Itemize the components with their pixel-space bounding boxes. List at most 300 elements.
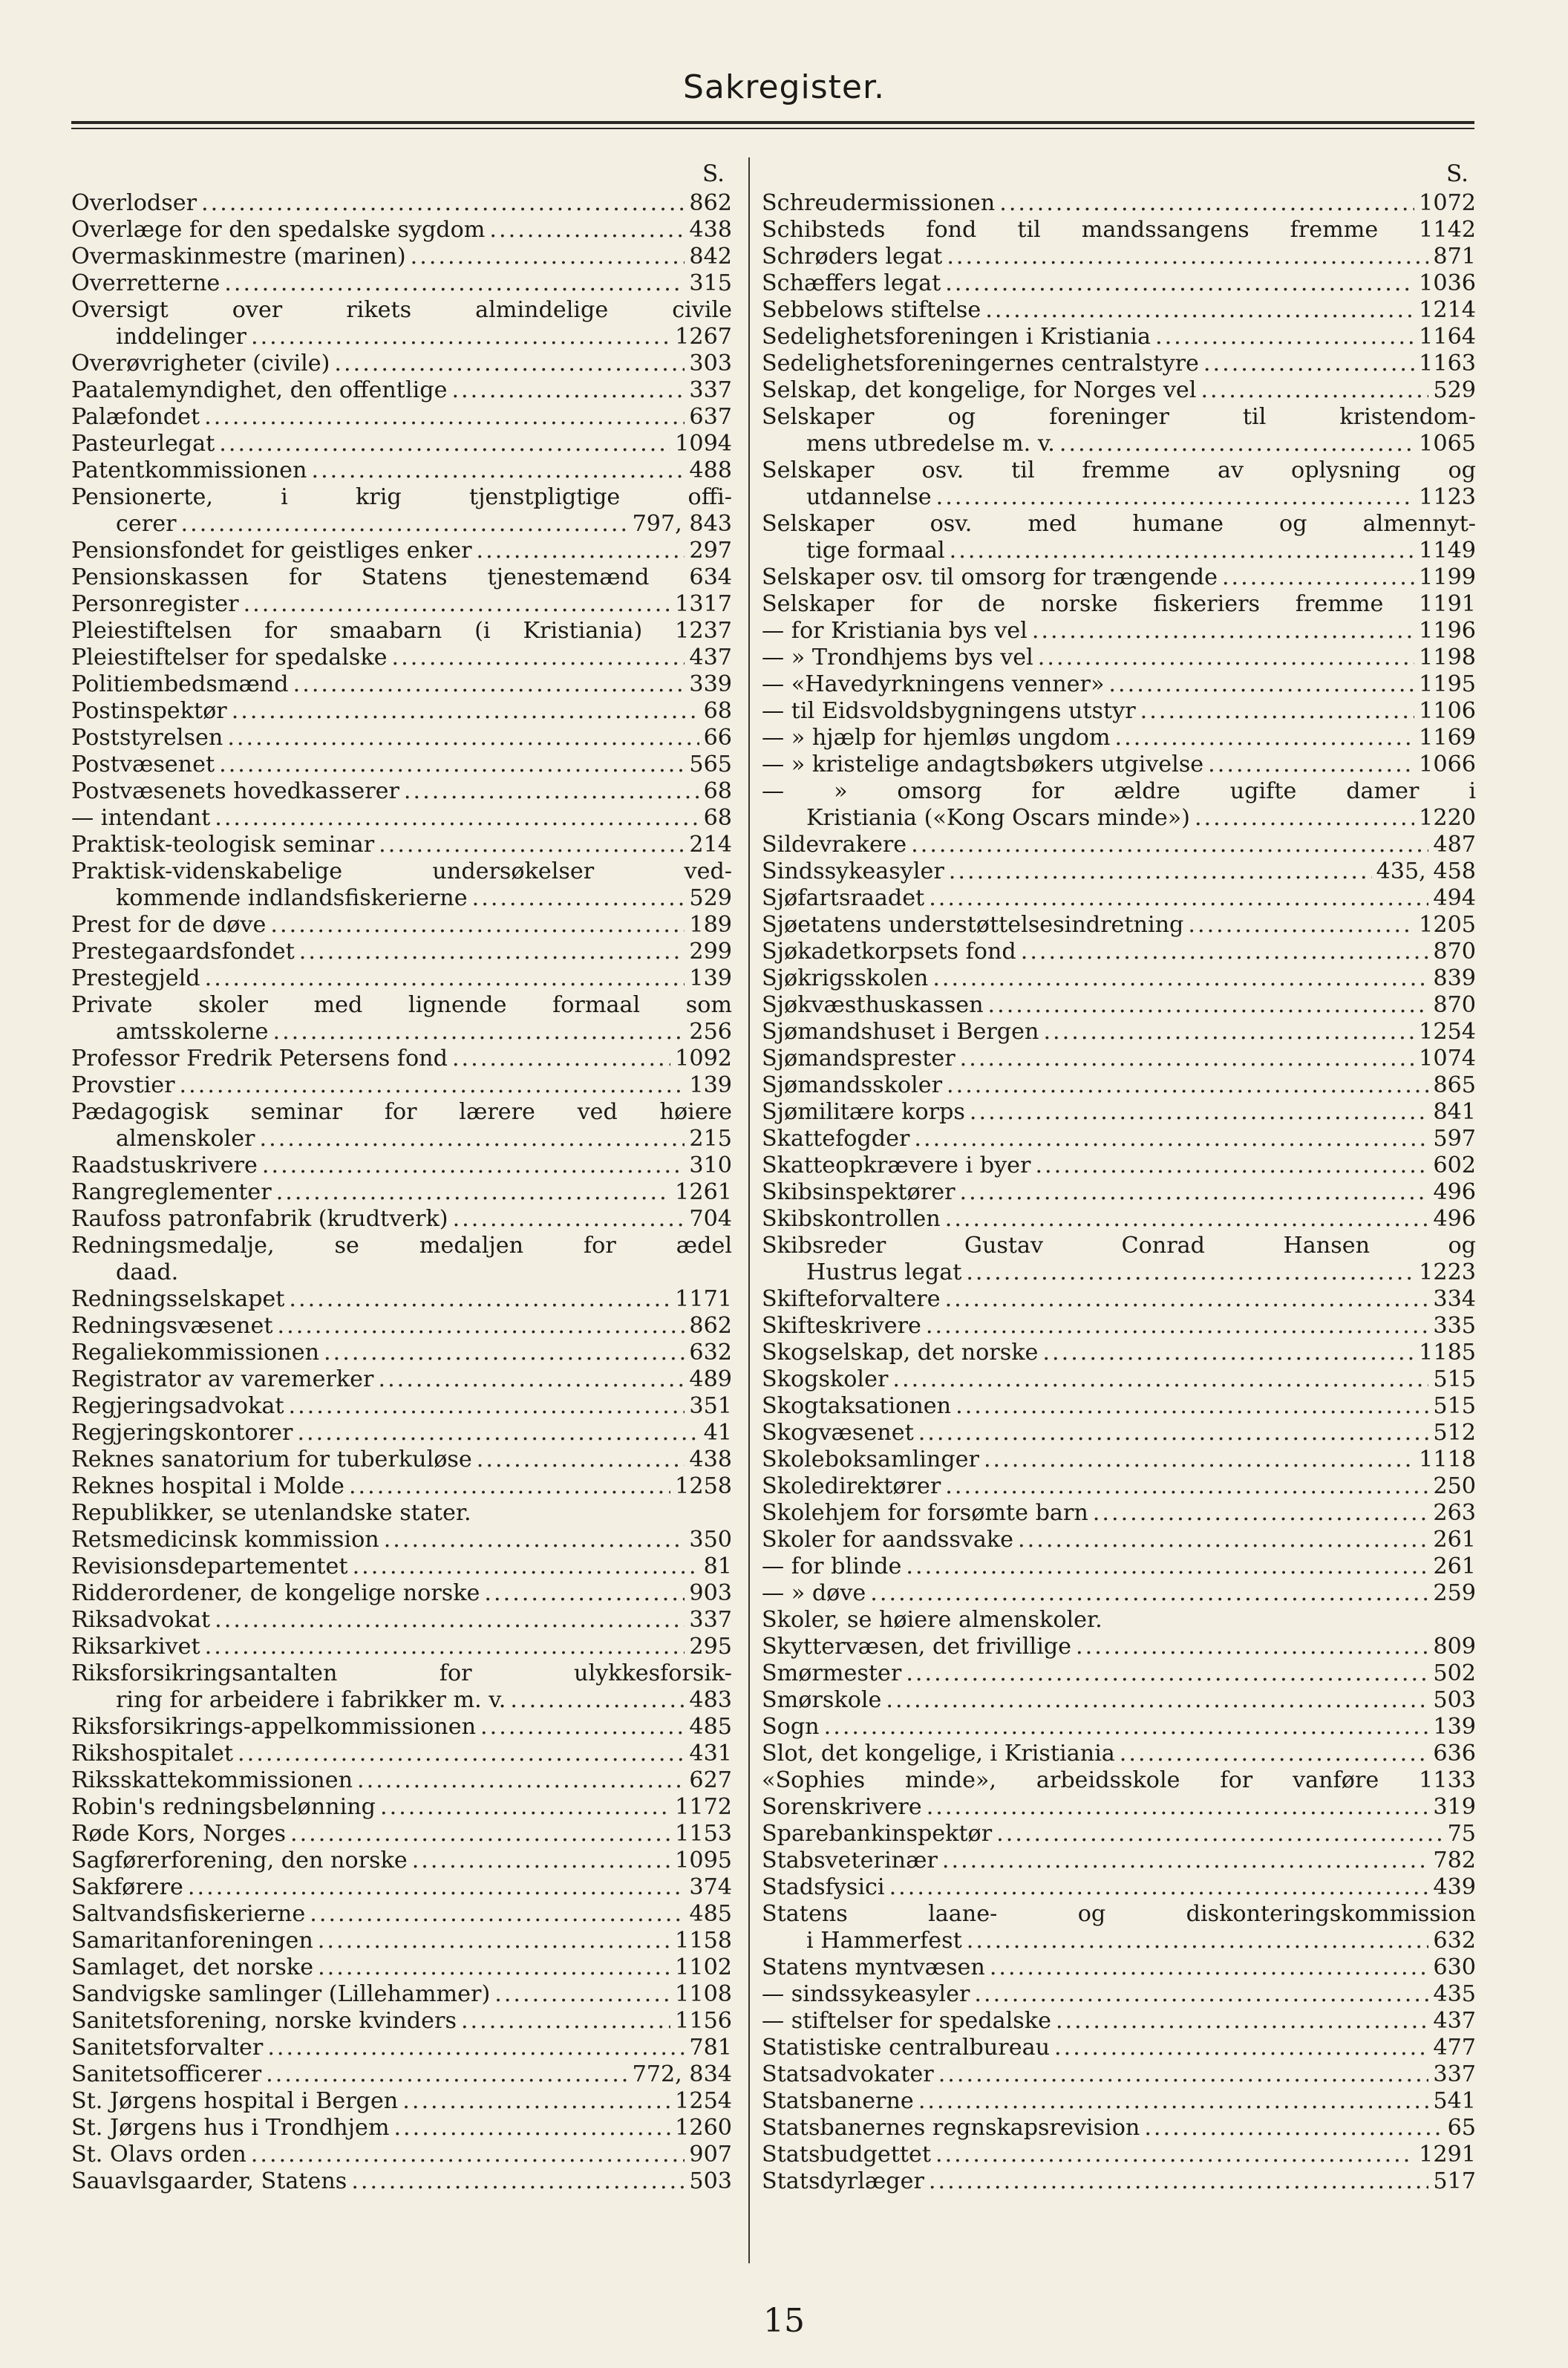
entry-page-ref: 1223 <box>1419 1259 1476 1285</box>
index-entry <box>71 965 732 992</box>
entry-page-ref: 797, 843 <box>632 511 732 537</box>
index-entry <box>762 244 1476 270</box>
entry-page-ref: 68 <box>703 698 732 724</box>
index-entry <box>762 671 1476 698</box>
entry-page-ref: 1254 <box>1419 1019 1476 1045</box>
index-entry <box>71 1473 732 1500</box>
index-entry <box>762 564 1476 591</box>
entry-text: Statsdyrlæger <box>762 2168 924 2194</box>
dot-leader <box>270 912 685 939</box>
entry-page-ref: 1095 <box>675 1847 732 1873</box>
entry-text: Sebbelows stiftelse <box>762 297 981 323</box>
dot-leader <box>1032 618 1414 645</box>
index-entry <box>71 1687 732 1714</box>
entry-page-ref: 1106 <box>1419 698 1476 724</box>
entry-text: Sjøetatens understøttelsesindretning <box>762 912 1184 938</box>
entry-text: Sagførerforening, den norske <box>71 1847 408 1873</box>
entry-page-ref: 541 <box>1433 2088 1476 2114</box>
entry-text: inddelinger <box>116 324 246 350</box>
entry-page-ref: 261 <box>1433 1553 1476 1579</box>
index-entry <box>762 1179 1476 1206</box>
entry-text: Overlæge for den spedalske sygdom <box>71 217 486 243</box>
index-entry <box>762 1714 1476 1741</box>
entry-text: Registrator av varemerker <box>71 1366 374 1392</box>
index-entry <box>762 1099 1476 1126</box>
entry-page-ref: 627 <box>689 1767 732 1793</box>
entry-text: Overlodser <box>71 190 197 216</box>
entry-page-ref: 494 <box>1433 885 1476 911</box>
index-entry <box>762 1847 1476 1874</box>
entry-text: Sedelighetsforeningen i Kristiania <box>762 324 1151 350</box>
entry-page-ref: 496 <box>1433 1206 1476 1232</box>
entry-text: Sauavlsgaarder, Statens <box>71 2168 347 2194</box>
dot-leader <box>1054 2035 1428 2061</box>
index-entry <box>71 270 732 297</box>
index-entry <box>71 1821 732 1847</box>
entry-page-ref: 1164 <box>1419 324 1476 350</box>
entry-text: tige formaal <box>806 538 945 564</box>
dot-leader <box>1208 751 1414 778</box>
entry-text: Revisionsdepartementet <box>71 1553 348 1579</box>
index-entry <box>762 885 1476 912</box>
dot-leader <box>886 1687 1428 1714</box>
index-entry <box>71 725 732 751</box>
entry-page-ref: 337 <box>689 1607 732 1633</box>
entry-page-ref: 632 <box>689 1340 732 1366</box>
entry-text: Kristiania («Kong Oscars minde») <box>806 805 1190 831</box>
entry-page-ref: 431 <box>689 1741 732 1767</box>
entry-page-ref: 339 <box>689 671 732 697</box>
entry-text: Redningsselskapet <box>71 1286 285 1312</box>
entry-page-ref: 215 <box>689 1126 732 1152</box>
entry-text: Skibsinspektører <box>762 1179 956 1205</box>
index-entry: Pensionerte, i krig tjenstpligtige offi- <box>71 484 732 510</box>
index-entry <box>71 377 732 404</box>
index-entry: Pensionskassen for Statens tjenestemænd 634 <box>71 564 732 590</box>
entry-text: Pensionsfondet for geistliges enker <box>71 538 472 564</box>
entry-text: St. Jørgens hus i Trondhjem <box>71 2115 390 2141</box>
dot-leader <box>238 1741 685 1767</box>
index-entry <box>71 1741 732 1767</box>
index-entry <box>762 992 1476 1019</box>
entry-page-ref: 337 <box>1433 2061 1476 2087</box>
dot-leader <box>1059 431 1414 457</box>
index-entry <box>71 832 732 858</box>
dot-leader <box>988 992 1429 1019</box>
index-entry <box>71 2061 732 2088</box>
dot-leader <box>334 350 685 377</box>
entry-text: Sjømandsskoler <box>762 1072 943 1098</box>
entry-text: — » Trondhjems bys vel <box>762 645 1033 671</box>
entry-text: Samaritanforeningen <box>71 1928 313 1954</box>
index-entry <box>71 1607 732 1634</box>
index-entry <box>71 1580 732 1607</box>
entry-page-ref: 250 <box>1433 1473 1476 1499</box>
entry-text: Skoler for aandssvake <box>762 1527 1014 1553</box>
dot-leader <box>1035 1152 1428 1179</box>
index-entry <box>762 1313 1476 1340</box>
entry-page-ref: 1169 <box>1419 725 1476 751</box>
index-entry <box>71 1446 732 1473</box>
entry-page-ref: 438 <box>689 1446 732 1472</box>
dot-leader <box>1043 1019 1414 1046</box>
entry-text: Overøvrigheter (civile) <box>71 350 330 376</box>
entry-page-ref: 1261 <box>675 1179 732 1205</box>
dot-leader <box>204 404 685 431</box>
index-entry: Skoler, se høiere almenskoler. <box>762 1607 1102 1633</box>
index-entry <box>762 1393 1476 1420</box>
index-entry <box>762 324 1476 350</box>
entry-page-ref: 1291 <box>1419 2142 1476 2168</box>
dot-leader <box>1076 1634 1428 1660</box>
entry-page-ref: 515 <box>1433 1393 1476 1419</box>
entry-page-ref: 1195 <box>1419 671 1476 697</box>
dot-leader <box>267 2035 685 2061</box>
index-entry: Selskaper osv. til fremme av oplysning og <box>762 457 1476 483</box>
entry-text: Prestegaardsfondet <box>71 939 295 965</box>
dot-leader <box>929 885 1428 912</box>
dot-leader <box>985 297 1414 324</box>
index-entry <box>71 805 732 832</box>
entry-page-ref: 489 <box>689 1366 732 1392</box>
entry-page-ref: 809 <box>1433 1634 1476 1660</box>
index-entry <box>762 1259 1476 1286</box>
entry-page-ref: 1254 <box>675 2088 732 2114</box>
entry-page-ref: 214 <box>689 832 732 858</box>
dot-leader <box>918 1420 1429 1446</box>
entry-text: Slot, det kongelige, i Kristiania <box>762 1741 1115 1767</box>
entry-page-ref: 841 <box>1433 1099 1476 1125</box>
column-page-header: S. <box>702 160 725 187</box>
entry-page-ref: 259 <box>1433 1580 1476 1606</box>
dot-leader <box>411 244 685 270</box>
entry-text: utdannelse <box>806 484 932 510</box>
index-entry <box>762 2061 1476 2088</box>
dot-leader <box>947 1072 1428 1099</box>
index-entry <box>71 751 732 778</box>
entry-text: Riksskattekommissionen <box>71 1767 353 1793</box>
dot-leader <box>472 885 685 912</box>
dot-leader <box>349 1473 670 1500</box>
dot-leader <box>1120 1741 1429 1767</box>
index-entry <box>762 1152 1476 1179</box>
index-entry <box>71 2115 732 2142</box>
entry-text: Skogskoler <box>762 1366 889 1392</box>
index-entry <box>762 1019 1476 1046</box>
entry-text: Provstier <box>71 1072 175 1098</box>
entry-page-ref: 435, 458 <box>1376 858 1476 884</box>
entry-text: Skogselskap, det norske <box>762 1340 1039 1366</box>
index-entry: Pædagogisk seminar for lærere ved høiere <box>71 1099 732 1125</box>
entry-text: Sjøkrigsskolen <box>762 965 929 991</box>
entry-page-ref: 772, 834 <box>632 2061 732 2087</box>
dot-leader <box>351 2168 685 2195</box>
entry-page-ref: 1163 <box>1419 350 1476 376</box>
index-entry <box>762 1928 1476 1954</box>
index-entry <box>762 1340 1476 1366</box>
dot-leader <box>914 1126 1428 1152</box>
entry-text: Selskaper osv. til omsorg for trængende <box>762 564 1218 590</box>
entry-page-ref: 263 <box>1433 1500 1476 1526</box>
dot-leader <box>461 2008 670 2035</box>
dot-leader <box>290 1821 670 1847</box>
entry-page-ref: 903 <box>689 1580 732 1606</box>
index-entry <box>762 1500 1476 1527</box>
dot-leader <box>311 457 685 484</box>
index-entry <box>71 324 732 350</box>
dot-leader <box>288 1393 685 1420</box>
entry-text: — til Eidsvoldsbygningens utstyr <box>762 698 1136 724</box>
index-entry <box>71 404 732 431</box>
entry-text: Sjøkadetkorpsets fond <box>762 939 1016 965</box>
entry-text: — sindssykeasyler <box>762 1981 970 2007</box>
entry-text: Prest for de døve <box>71 912 267 938</box>
dot-leader <box>297 1420 699 1446</box>
entry-page-ref: 68 <box>703 778 732 804</box>
entry-text: Regjeringsadvokat <box>71 1393 284 1419</box>
index-entry <box>71 1553 732 1580</box>
index-entry <box>71 1179 732 1206</box>
index-entry <box>762 2008 1476 2035</box>
entry-text: — intendant <box>71 805 211 831</box>
entry-text: Robin's redningsbelønning <box>71 1794 376 1820</box>
entry-page-ref: 1260 <box>675 2115 732 2141</box>
index-entry: Riksforsikringsantalten for ulykkesforsik- <box>71 1660 732 1686</box>
entry-page-ref: 438 <box>689 217 732 243</box>
dot-leader <box>480 1714 685 1741</box>
dot-leader <box>945 270 1414 297</box>
index-entry <box>71 217 732 244</box>
entry-page-ref: 1123 <box>1419 484 1476 510</box>
entry-page-ref: 81 <box>703 1553 732 1579</box>
entry-page-ref: 256 <box>689 1019 732 1045</box>
entry-text: Regjeringskontorer <box>71 1420 293 1446</box>
index-entry <box>71 190 732 217</box>
entry-text: Riksforsikrings-appelkommissionen <box>71 1714 477 1740</box>
index-entry: Selskaper osv. med humane og almennyt- <box>762 511 1476 537</box>
index-entry <box>71 1527 732 1553</box>
entry-page-ref: 374 <box>689 1874 732 1900</box>
entry-text: Skibskontrollen <box>762 1206 941 1232</box>
entry-text: Sogn <box>762 1714 820 1740</box>
dot-leader <box>384 1527 685 1553</box>
entry-page-ref: 871 <box>1433 244 1476 270</box>
index-entry <box>762 190 1476 217</box>
index-entry <box>71 1019 732 1046</box>
index-entry <box>762 698 1476 725</box>
entry-text: Regaliekommissionen <box>71 1340 320 1366</box>
index-column-right <box>762 157 1476 2195</box>
index-entry <box>762 1206 1476 1233</box>
entry-page-ref: 502 <box>1433 1660 1476 1686</box>
entry-page-ref: 632 <box>1433 1928 1476 1954</box>
entry-text: Riksarkivet <box>71 1634 200 1660</box>
entry-page-ref: 437 <box>1433 2008 1476 2034</box>
entry-page-ref: 865 <box>1433 1072 1476 1098</box>
index-entry: Praktisk-videnskabelige undersøkelser ved- <box>71 858 732 884</box>
entry-page-ref: 630 <box>1433 1954 1476 1980</box>
index-entry <box>762 939 1476 965</box>
entry-text: — stiftelser for spedalske <box>762 2008 1051 2034</box>
entry-page-ref: 41 <box>703 1420 732 1446</box>
dot-leader <box>974 1981 1428 2008</box>
dot-leader <box>324 1340 685 1366</box>
entry-page-ref: 66 <box>703 725 732 751</box>
index-entry <box>71 912 732 939</box>
dot-leader <box>489 217 685 244</box>
entry-page-ref: 870 <box>1433 992 1476 1018</box>
dot-leader <box>1042 1340 1414 1366</box>
entry-page-ref: 870 <box>1433 939 1476 965</box>
entry-text: Sparebankinspektør <box>762 1821 993 1847</box>
entry-text: Skogtaksationen <box>762 1393 952 1419</box>
dot-leader <box>935 2142 1414 2168</box>
entry-page-ref: 487 <box>1433 832 1476 858</box>
index-entry <box>762 1046 1476 1072</box>
entry-page-ref: 517 <box>1433 2168 1476 2194</box>
index-entry <box>71 1714 732 1741</box>
dot-leader <box>949 858 1372 885</box>
entry-text: Sorenskrivere <box>762 1794 922 1820</box>
index-entry <box>71 1928 732 1954</box>
dot-leader <box>927 1794 1429 1821</box>
entry-text: Paatalemyndighet, den offentlige <box>71 377 448 403</box>
dot-leader <box>996 1821 1443 1847</box>
dot-leader <box>906 1553 1428 1580</box>
entry-text: Sanitetsofficerer <box>71 2061 262 2087</box>
index-entry <box>762 965 1476 992</box>
index-entry <box>762 1366 1476 1393</box>
dot-leader <box>289 1286 670 1313</box>
entry-page-ref: 529 <box>689 885 732 911</box>
entry-page-ref: 299 <box>689 939 732 965</box>
entry-page-ref: 1220 <box>1419 805 1476 831</box>
entry-page-ref: 350 <box>689 1527 732 1553</box>
entry-page-ref: 261 <box>1433 1527 1476 1553</box>
index-entry <box>71 1152 732 1179</box>
index-entry: Selskaper og foreninger til kristendom- <box>762 404 1476 430</box>
entry-page-ref: 315 <box>689 270 732 296</box>
dot-leader <box>990 1954 1429 1981</box>
index-entry <box>71 1954 732 1981</box>
index-entry <box>71 431 732 457</box>
dot-leader <box>353 1553 699 1580</box>
index-entry <box>71 244 732 270</box>
entry-page-ref: 1171 <box>675 1286 732 1312</box>
entry-page-ref: 439 <box>1433 1874 1476 1900</box>
index-entry <box>762 1580 1476 1607</box>
index-entry <box>71 1874 732 1901</box>
entry-text: Sakførere <box>71 1874 183 1900</box>
dot-leader <box>451 377 685 404</box>
index-entry <box>762 1741 1476 1767</box>
entry-text: almenskoler <box>116 1126 255 1152</box>
entry-text: Sjømandsprester <box>762 1046 956 1072</box>
entry-text: — for blinde <box>762 1553 902 1579</box>
index-entry <box>762 1126 1476 1152</box>
entry-page-ref: 485 <box>689 1714 732 1740</box>
index-entry <box>762 751 1476 778</box>
entry-page-ref: 1205 <box>1419 912 1476 938</box>
dot-leader <box>1195 805 1414 832</box>
dot-leader <box>1108 671 1414 698</box>
entry-text: Sanitetsforening, norske kvinders <box>71 2008 457 2034</box>
dot-leader <box>357 1767 685 1794</box>
entry-page-ref: 503 <box>1433 1687 1476 1713</box>
index-entry <box>762 1821 1476 1847</box>
entry-page-ref: 1196 <box>1419 618 1476 644</box>
dot-leader <box>412 1847 670 1874</box>
entry-page-ref: 75 <box>1447 1821 1476 1847</box>
index-entry <box>762 350 1476 377</box>
entry-text: Ridderordener, de kongelige norske <box>71 1580 480 1606</box>
index-entry <box>71 1046 732 1072</box>
dot-leader <box>1093 1500 1429 1527</box>
index-entry <box>71 2088 732 2115</box>
entry-page-ref: 1066 <box>1419 751 1476 777</box>
entry-text: Statsbanernes regnskapsrevision <box>762 2115 1140 2141</box>
dot-leader <box>404 778 699 805</box>
entry-text: Statens myntvæsen <box>762 1954 985 1980</box>
index-entry <box>71 1313 732 1340</box>
entry-text: Selskap, det kongelige, for Norges vel <box>762 377 1197 403</box>
index-entry <box>762 1553 1476 1580</box>
entry-page-ref: 839 <box>1433 965 1476 991</box>
index-entry: Schibsteds fond til mandssangens fremme 1142 <box>762 217 1476 243</box>
dot-leader <box>956 1393 1428 1420</box>
entry-text: Skyttervæsen, det frivillige <box>762 1634 1072 1660</box>
index-entry <box>762 1634 1476 1660</box>
dot-leader <box>260 1126 685 1152</box>
entry-text: Schrøders legat <box>762 244 943 270</box>
index-entry <box>71 1286 732 1313</box>
index-entry <box>71 671 732 698</box>
index-entry <box>762 431 1476 457</box>
entry-page-ref: 529 <box>1433 377 1476 403</box>
entry-page-ref: 303 <box>689 350 732 376</box>
entry-page-ref: 1153 <box>675 1821 732 1847</box>
entry-text: Hustrus legat <box>806 1259 962 1285</box>
index-entry <box>71 457 732 484</box>
index-entry <box>762 2142 1476 2168</box>
dot-leader <box>266 2061 627 2088</box>
index-entry <box>71 1901 732 1928</box>
dot-leader <box>251 324 670 350</box>
entry-text: Røde Kors, Norges <box>71 1821 286 1847</box>
dot-leader <box>1155 324 1414 350</box>
index-entry: Pleiestiftelsen for smaabarn (i Kristiania) 1237 <box>71 618 732 644</box>
entry-page-ref: 1108 <box>675 1981 732 2007</box>
index-entry: Redningsmedalje, se medaljen for ædel <box>71 1233 732 1259</box>
dot-leader <box>945 1473 1428 1500</box>
entry-text: Politiembedsmænd <box>71 671 289 697</box>
entry-page-ref: 512 <box>1433 1420 1476 1446</box>
entry-text: Skattefogder <box>762 1126 910 1152</box>
entry-text: Sandvigske samlinger (Lillehammer) <box>71 1981 491 2007</box>
index-entry: Selskaper for de norske fiskeriers fremme 1191 <box>762 591 1476 617</box>
entry-page-ref: 488 <box>689 457 732 483</box>
index-entry <box>762 1286 1476 1313</box>
entry-text: Reknes hospital i Molde <box>71 1473 344 1499</box>
dot-leader <box>918 2088 1429 2115</box>
index-entry <box>762 1446 1476 1473</box>
entry-text: Pleiestiftelser for spedalske <box>71 645 388 671</box>
entry-text: cerer <box>116 511 177 537</box>
entry-text: Raufoss patronfabrik (krudtverk) <box>71 1206 448 1232</box>
index-entry <box>762 2115 1476 2142</box>
index-column-left <box>71 157 732 2195</box>
dot-leader <box>205 1634 685 1660</box>
